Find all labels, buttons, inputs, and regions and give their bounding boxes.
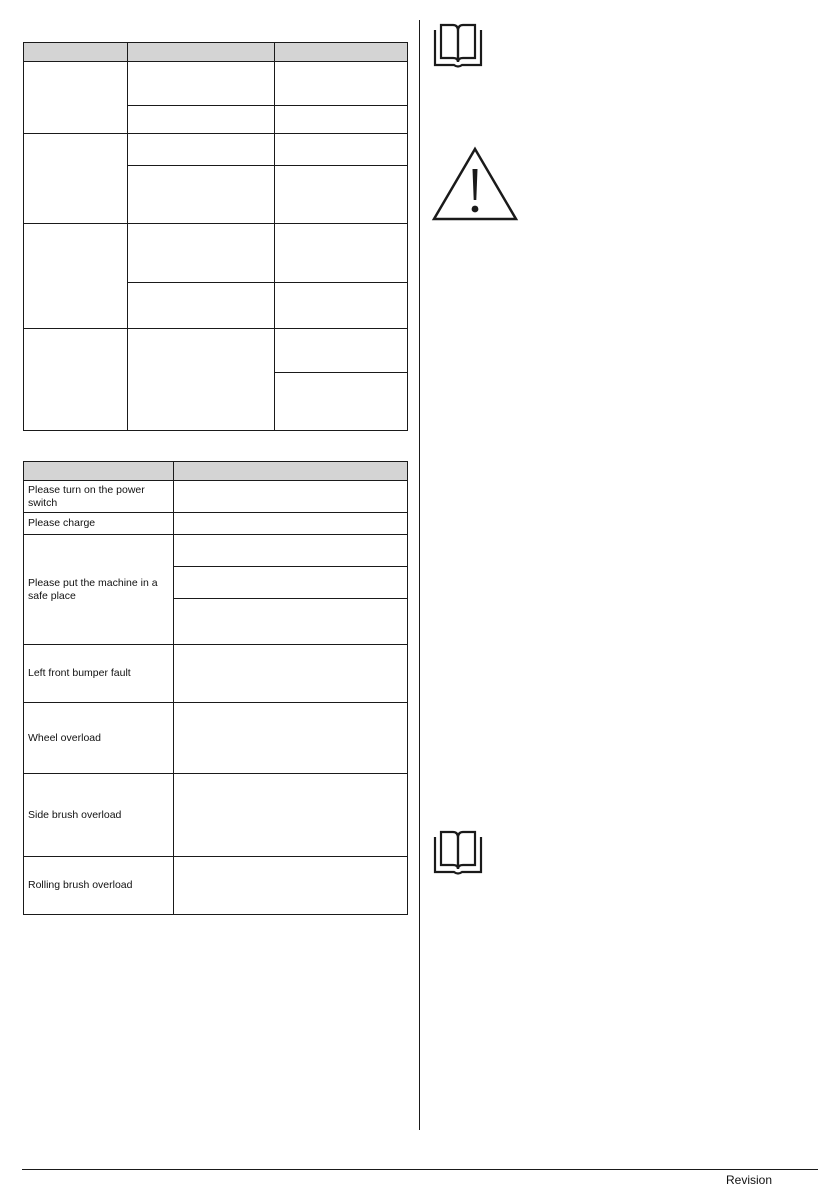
- table-cell: [174, 481, 408, 513]
- footer-rule: [22, 1169, 818, 1170]
- table-cell: [128, 62, 275, 106]
- table-cell: [275, 283, 408, 329]
- open-book-icon: [432, 829, 484, 875]
- row-label: Please put the machine in a safe place: [24, 535, 174, 645]
- table-header-row: [24, 43, 408, 62]
- table-row: [24, 481, 408, 513]
- table-cell: [128, 166, 275, 224]
- table-cell: [24, 134, 128, 224]
- header-cell: [24, 43, 128, 62]
- table-cell: [174, 535, 408, 567]
- table-cell: [275, 329, 408, 373]
- table-row: [24, 535, 408, 567]
- table-cell: [174, 513, 408, 535]
- open-book-icon: [432, 22, 484, 68]
- table-cell: [24, 224, 128, 329]
- row-label: Please turn on the power switch: [24, 481, 174, 513]
- table-cell: [174, 857, 408, 915]
- table-cell: [128, 106, 275, 134]
- warning-triangle-icon: [431, 145, 519, 222]
- table-row: [24, 857, 408, 915]
- column-divider: [419, 20, 420, 1130]
- row-label: Please charge: [24, 513, 174, 535]
- header-cell: [128, 43, 275, 62]
- table-cell: [128, 224, 275, 283]
- table-row: [24, 513, 408, 535]
- row-label: Wheel overload: [24, 703, 174, 774]
- header-cell: [174, 462, 408, 481]
- table-cell: [128, 283, 275, 329]
- table-cell: [174, 774, 408, 857]
- table-row: [24, 774, 408, 857]
- table-cell: [275, 106, 408, 134]
- table-cell: [174, 703, 408, 774]
- table-cell: [275, 373, 408, 431]
- table-row: [24, 645, 408, 703]
- table-cell: [275, 224, 408, 283]
- header-cell: [24, 462, 174, 481]
- table-cell: [275, 62, 408, 106]
- table-cell: [24, 62, 128, 134]
- table-cell: [275, 134, 408, 166]
- row-label: Left front bumper fault: [24, 645, 174, 703]
- table-row: [24, 329, 408, 373]
- table-row: [24, 62, 408, 106]
- error-message-table: [23, 461, 408, 915]
- table-cell: [174, 599, 408, 645]
- table-cell: [128, 134, 275, 166]
- troubleshooting-table-top: [23, 42, 408, 431]
- table-row: [24, 224, 408, 283]
- table-header-row: [24, 462, 408, 481]
- row-label: Rolling brush overload: [24, 857, 174, 915]
- table-cell: [174, 645, 408, 703]
- table-row: [24, 134, 408, 166]
- table-cell: [275, 166, 408, 224]
- header-cell: [275, 43, 408, 62]
- table-cell: [174, 567, 408, 599]
- row-label: Side brush overload: [24, 774, 174, 857]
- footer-revision-label: Revision: [726, 1173, 773, 1187]
- table-cell: [128, 329, 275, 431]
- table-row: [24, 703, 408, 774]
- table-cell: [24, 329, 128, 431]
